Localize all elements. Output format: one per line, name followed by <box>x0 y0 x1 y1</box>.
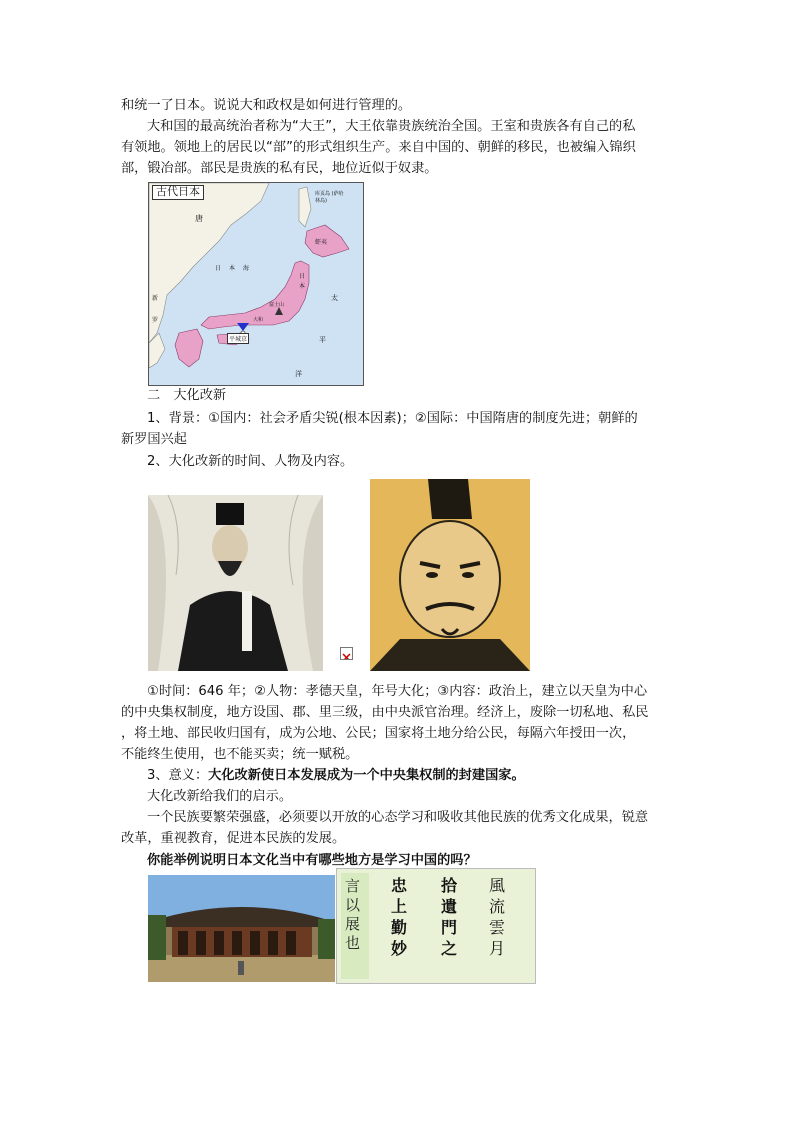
paragraph-intro: 和统一了日本。说说大和政权是如何进行管理的。 <box>121 98 412 113</box>
item-2-heading: 2、大化改新的时间、人物及内容。 <box>147 454 354 469</box>
map-label-tang: 唐 <box>195 214 203 223</box>
section-heading-taika: 二 大化改新 <box>147 388 227 403</box>
calligraphy-scroll <box>336 868 536 984</box>
temple-photo <box>148 875 335 982</box>
content-line-1: ①时间：646 年；②人物：孝德天皇，年号大化；③内容：政治上，建立以天皇为中心 <box>147 684 648 699</box>
content-line-3: ，将土地、部民收归国有，成为公地、公民；国家将土地分给公民，每隔六年授田一次， <box>121 726 636 741</box>
paragraph-dawang-3: 部，锻冶部。部民是贵族的私有民，地位近似于奴隶。 <box>121 161 438 176</box>
inspiration-heading: 大化改新给我们的启示。 <box>147 789 293 804</box>
content-line-2: 的中央集权制度，地方设国、郡、里三级，由中央派官治理。经济上，废除一切私地、私民 <box>121 705 649 720</box>
calligraphy-column-2: 拾遺門之 <box>441 876 458 958</box>
significance-line <box>147 766 525 786</box>
content-line-4: 不能终生使用，也不能买卖；统一赋税。 <box>121 747 359 762</box>
portrait-prince <box>370 479 530 671</box>
inspiration-line-1: 一个民族要繁荣强盛，必须要以开放的心态学习和吸收其他民族的优秀文化成果，锐意 <box>147 810 649 825</box>
paragraph-dawang-1: 大和国的最高统治者称为“大王”，大王依靠贵族统治全国。王室和贵族各有自己的私 <box>147 119 636 134</box>
calligraphy-column-4: 言以展也 <box>345 877 361 952</box>
broken-image-icon <box>340 647 353 660</box>
background-line-1: 1、背景：①国内：社会矛盾尖锐(根本因素)；②国际：中国隋唐的制度先进；朝鲜的 <box>147 411 638 426</box>
calligraphy-column-1: 風流雲月 <box>489 876 506 958</box>
heijokyo-marker <box>237 323 249 331</box>
map-label-kuyi: 虾夷 <box>315 239 328 246</box>
paragraph-dawang-2: 有领地。领地上的居民以“部”的形式组织生产。来自中国的、朝鲜的移民，也被编入锦织 <box>121 140 636 155</box>
calligraphy-column-3: 忠上勤妙 <box>391 876 408 958</box>
ancient-japan-map: 古代日本 唐 日 本 海 新 罗 虾夷 日 本 太 平 洋 平城京 大和 富士山 库页岛 (萨哈林岛) <box>148 182 364 386</box>
map-label-heijokyo: 平城京 <box>227 333 249 344</box>
map-title: 古代日本 <box>152 185 204 200</box>
question-line: 你能举例说明日本文化当中有哪些地方是学习中国的吗？ <box>147 853 477 868</box>
background-line-2: 新罗国兴起 <box>121 432 187 447</box>
significance-text: 大化改新使日本发展成为一个中央集权制的封建国家。 <box>208 768 525 783</box>
portrait-kotoku <box>148 495 323 671</box>
inspiration-line-2: 改革，重视教育，促进本民族的发展。 <box>121 831 346 846</box>
map-graphic <box>149 183 363 385</box>
significance-label: 3、意义： <box>147 768 209 783</box>
